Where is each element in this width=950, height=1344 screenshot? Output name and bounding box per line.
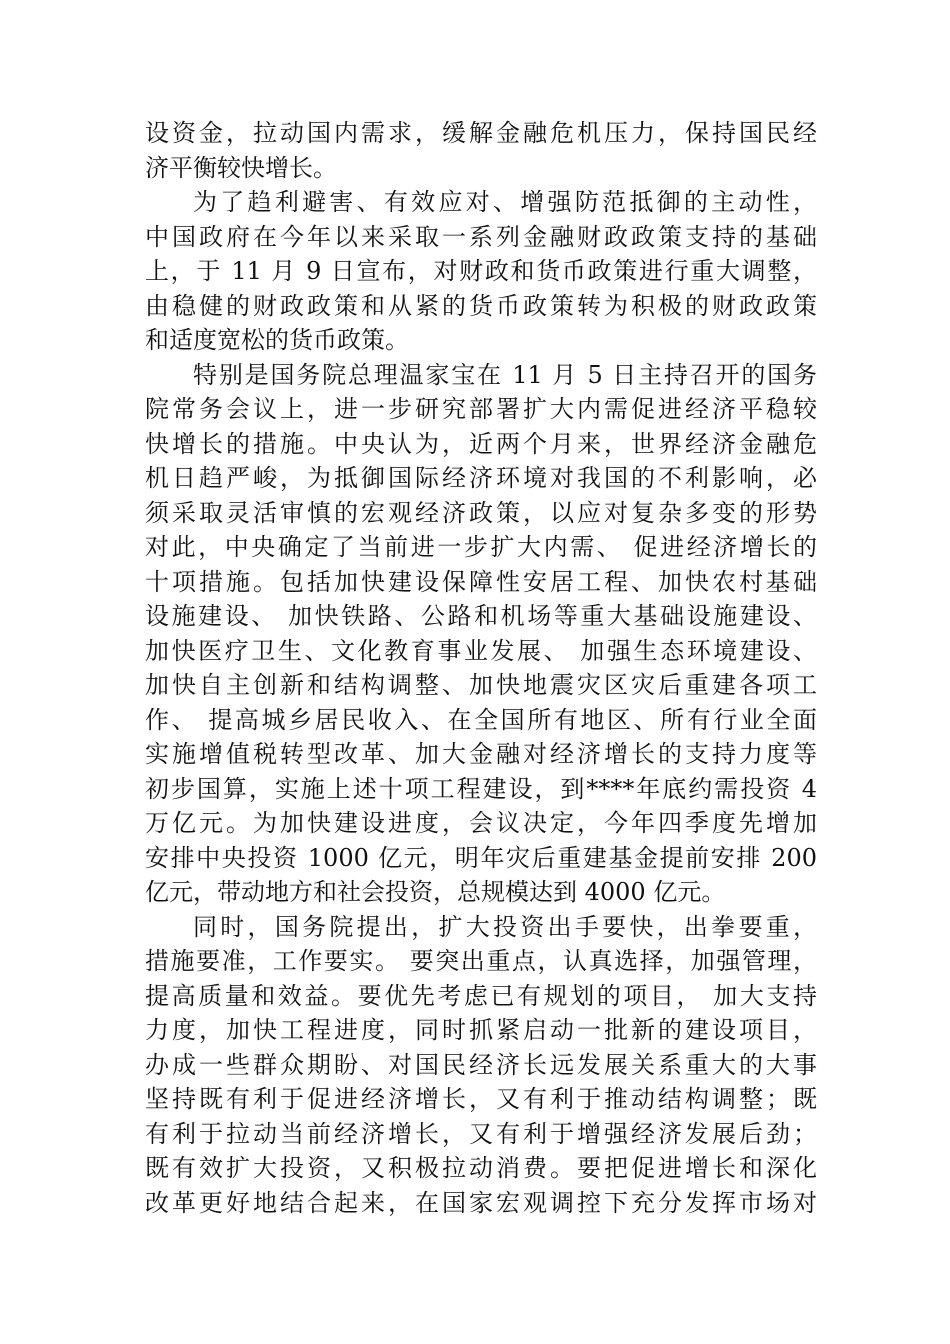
text-line: 安排中央投资 1000 亿元，明年灾后重建基金提前安排 200: [145, 843, 817, 872]
text-line: 加快自主创新和结构调整、加快地震灾区灾后重建各项工: [145, 671, 817, 699]
paragraph-4: [145, 910, 817, 1221]
text-line: 万亿元。为加快建设进度，会议决定，今年四季度先增加: [145, 809, 817, 837]
text-line: 和适度宽松的货币政策。: [145, 326, 409, 354]
text-line: 改革更好地结合起来，在国家宏观调控下充分发挥市场对: [145, 1188, 817, 1217]
text-line: 十项措施。包括加快建设保障性安居工程、加快农村基础: [145, 567, 817, 596]
text-line: 提高质量和效益。要优先考虑已有规划的项目， 加大支持: [145, 981, 817, 1010]
text-line: 院常务会议上，进一步研究部署扩大内需促进经济平稳较: [145, 395, 817, 423]
text-line: 亿元，带动地方和社会投资，总规模达到 4000 亿元。: [145, 878, 726, 906]
paragraph-2: [145, 185, 817, 358]
text-line: 济平衡较快增长。: [145, 153, 337, 182]
paragraph-3: [145, 358, 817, 910]
paragraph-1: [145, 116, 817, 185]
text-line: 办成一些群众期盼、对国民经济长远发展关系重大的大事: [145, 1050, 817, 1079]
text-line: 有利于拉动当前经济增长，又有利于增强经济发展后劲；: [145, 1119, 817, 1148]
text-line: 设施建设、 加快铁路、公路和机场等重大基础设施建设、: [145, 602, 817, 630]
text-line: 机日趋严峻，为抵御国际经济环境对我国的不利影响，必: [145, 464, 817, 492]
text-line: 初步国算，实施上述十项工程建设，到****年底约需投资 4: [145, 774, 817, 803]
text-line: 既有效扩大投资，又积极拉动消费。要把促进增长和深化: [145, 1154, 817, 1182]
text-line: 坚持既有利于促进经济增长，又有利于推动结构调整；既: [145, 1085, 817, 1113]
text-line: 加快医疗卫生、文化教育事业发展、 加强生态环境建设、: [145, 636, 817, 665]
text-line: 设资金，拉动国内需求，缓解金融危机压力，保持国民经: [145, 119, 817, 147]
text-line: 力度，加快工程进度，同时抓紧启动一批新的建设项目，: [145, 1016, 817, 1044]
text-line: 对此，中央确定了当前进一步扩大内需、 促进经济增长的: [145, 533, 817, 561]
text-line: 实施增值税转型改革、加大金融对经济增长的支持力度等: [145, 740, 817, 768]
text-line: 作、 提高城乡居民收入、在全国所有地区、所有行业全面: [145, 705, 817, 734]
text-line: 措施要准，工作要实。 要突出重点，认真选择，加强管理，: [145, 947, 817, 975]
text-line: 上，于 11 月 9 日宣布，对财政和货币政策进行重大调整，: [145, 257, 817, 285]
text-line: 须采取灵活审慎的宏观经济政策，以应对复杂多变的形势: [145, 498, 817, 527]
text-line: 同时，国务院提出，扩大投资出手要快，出拳要重，: [193, 912, 817, 941]
text-line: 快增长的措施。中央认为，近两个月来，世界经济金融危: [145, 429, 817, 458]
text-line: 特别是国务院总理温家宝在 11 月 5 日主持召开的国务: [193, 360, 817, 389]
body-text: [145, 116, 817, 1220]
text-line: 中国政府在今年以来采取一系列金融财政政策支持的基础: [145, 222, 817, 251]
text-line: 由稳健的财政政策和从紧的货币政策转为积极的财政政策: [145, 291, 817, 320]
text-line: 为了趋利避害、有效应对、增强防范抵御的主动性，: [193, 188, 817, 216]
